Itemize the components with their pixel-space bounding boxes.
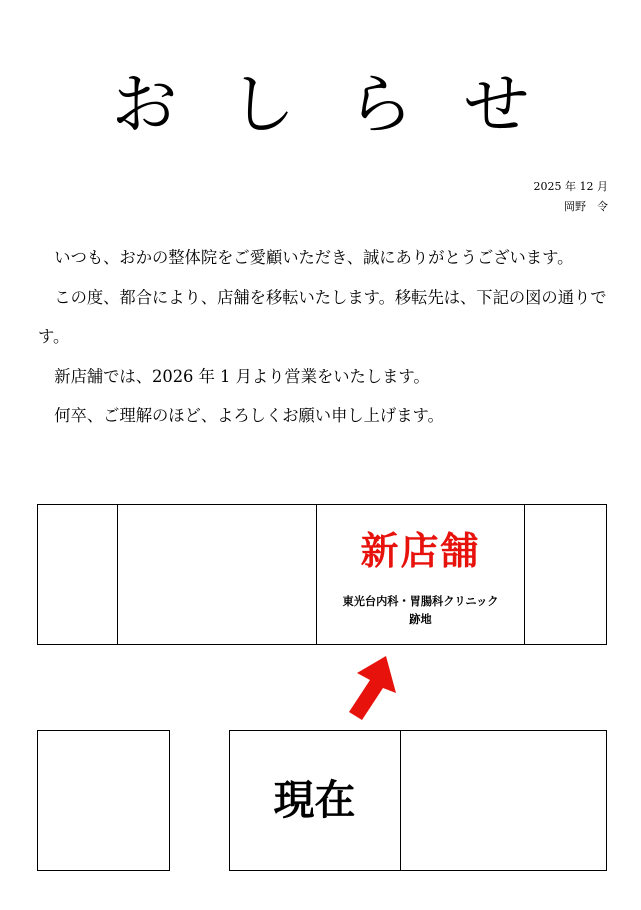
notice-author: 岡野 令 (564, 200, 608, 213)
map-block-top-2 (117, 504, 318, 645)
notice-title: おしらせ (111, 66, 582, 143)
notice-body (38, 238, 608, 436)
body-paragraph: いつも、おかの整体院をご愛顧いただき、誠にありがとうございます。 (54, 248, 574, 267)
new-store-note-line2: 跡地 (409, 613, 432, 626)
new-store-label: 新店舗 (360, 529, 481, 573)
body-paragraph: 新店舗では、2026 年 1 月より営業をいたします。 (54, 366, 430, 386)
move-arrow-icon (340, 652, 400, 722)
map-block-bottom-1 (37, 730, 170, 871)
notice-date: 2025 年 12 月 (533, 180, 608, 193)
map-block-top-1 (37, 504, 118, 645)
current-store-label: 現在 (273, 776, 356, 824)
notice-meta (534, 177, 608, 217)
new-store-note (317, 593, 524, 629)
new-store-note-line1: 東光台内科・胃腸科クリニック (342, 595, 499, 608)
body-paragraph: この度、都合により、店舗を移転いたします。移転先は、下記の図の通りです。 (38, 287, 607, 346)
map-block-bottom-3 (400, 730, 607, 871)
map-block-top-4 (524, 504, 607, 645)
body-paragraph: 何卒、ご理解のほど、よろしくお願い申し上げます。 (54, 406, 444, 425)
move-arrow-shape (349, 656, 396, 720)
